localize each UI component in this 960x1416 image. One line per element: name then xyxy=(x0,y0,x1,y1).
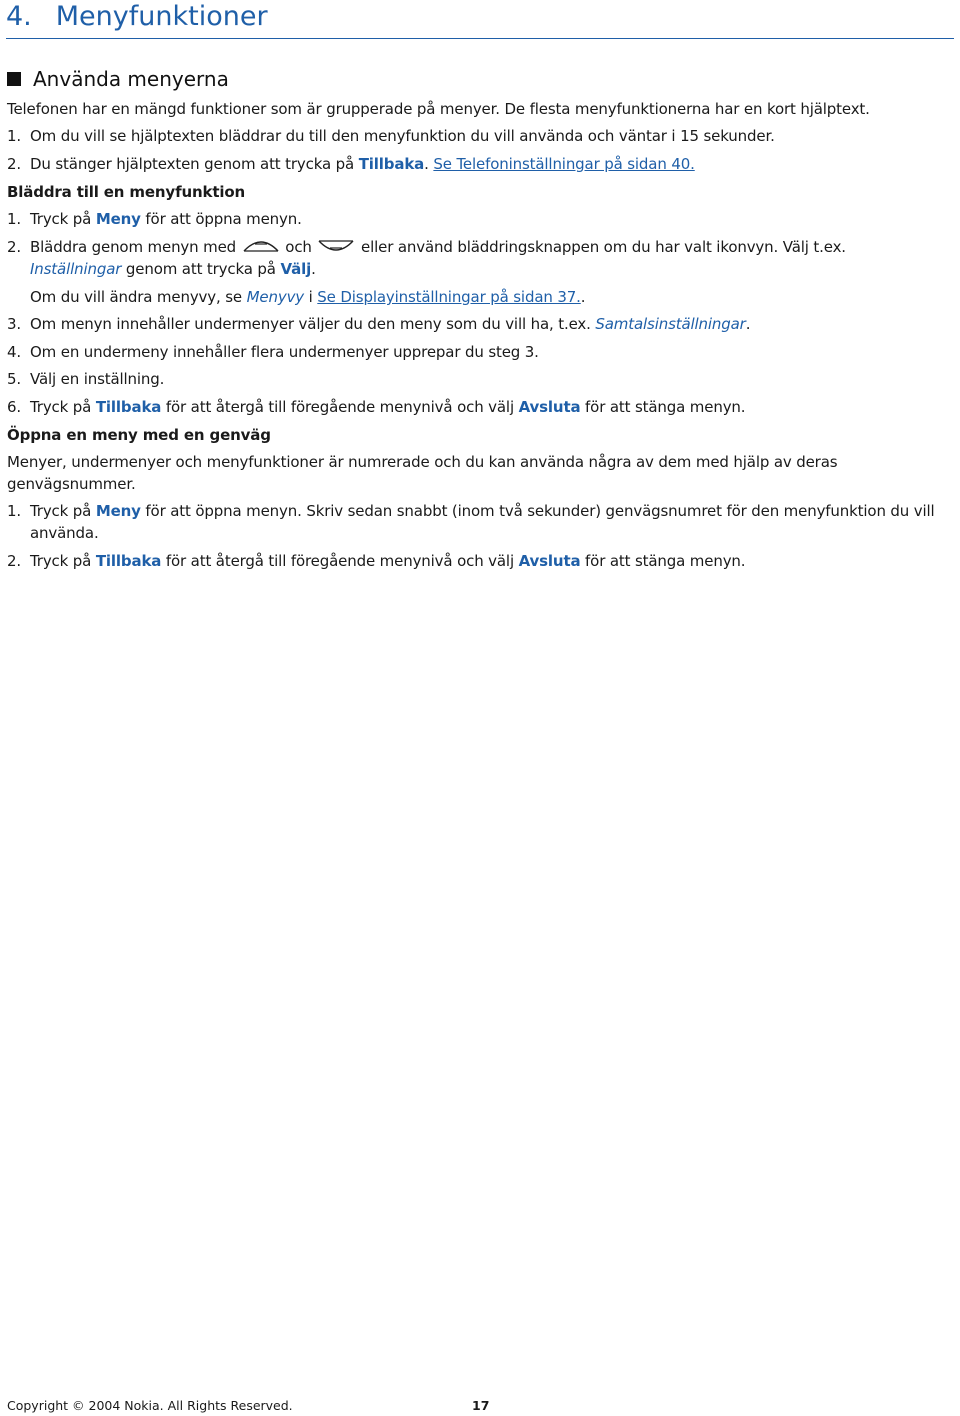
step-number: 1. xyxy=(7,210,22,228)
step-text: för att stänga menyn. xyxy=(580,552,746,570)
footer-copyright: Copyright © 2004 Nokia. All Rights Reserved. xyxy=(7,1398,293,1413)
scroll-step-6 xyxy=(7,396,745,418)
scroll-step-2-note xyxy=(30,286,585,308)
subheading-shortcut: Öppna en meny med en genväg xyxy=(7,426,271,444)
shortcut-step-2 xyxy=(7,550,745,572)
softkey-valj: Välj xyxy=(280,260,312,278)
step-text: Om menyn innehåller undermenyer väljer du den meny som du vill ha, t.ex. xyxy=(30,315,596,333)
menu-item-samtalsinstallningar: Samtalsinställningar xyxy=(595,315,746,333)
note-text: . xyxy=(580,288,586,306)
menu-item-menyvy: Menyvy xyxy=(246,288,305,306)
menu-item-installningar: Inställningar xyxy=(30,260,122,278)
step-text: och xyxy=(280,238,317,256)
shortcut-step-1-continued: använda. xyxy=(30,524,99,542)
scroll-step-1 xyxy=(7,208,302,230)
softkey-meny: Meny xyxy=(95,210,141,228)
step-text: . xyxy=(311,260,316,278)
softkey-avsluta: Avsluta xyxy=(518,552,581,570)
intro-paragraph: Telefonen har en mängd funktioner som är grupperade på menyer. De flesta menyfunktionerna har en kort hjälptext. xyxy=(7,100,870,118)
step-text: för att återgå till föregående menynivå och välj xyxy=(161,552,519,570)
scroll-step-2 xyxy=(7,236,846,258)
scroll-step-4 xyxy=(7,341,539,363)
step-text: för att stänga menyn. xyxy=(580,398,746,416)
step-text: Om en undermeny innehåller flera undermenyer upprepar du steg 3. xyxy=(30,343,539,361)
step-text: Tryck på xyxy=(30,552,96,570)
square-bullet-icon xyxy=(7,72,21,86)
help-step-1 xyxy=(7,125,775,147)
softkey-tillbaka: Tillbaka xyxy=(358,155,425,173)
shortcut-intro-line-1: Menyer, undermenyer och menyfunktioner är numrerade och du kan använda några av dem med hjälp av deras xyxy=(7,453,838,471)
chapter-name: Menyfunktioner xyxy=(55,1,268,32)
subheading-scroll: Bläddra till en menyfunktion xyxy=(7,183,246,201)
section-heading xyxy=(7,66,229,92)
link-displayinstallningar[interactable]: Se Displayinställningar på sidan 37. xyxy=(317,288,581,306)
softkey-avsluta: Avsluta xyxy=(518,398,581,416)
step-text: . xyxy=(424,155,434,173)
step-text: eller använd bläddringsknappen om du har valt ikonvyn. Välj t.ex. xyxy=(356,238,846,256)
step-number: 2. xyxy=(7,238,22,256)
section-title: Använda menyerna xyxy=(33,67,229,91)
chapter-number: 4. xyxy=(6,1,32,32)
step-text: Du stänger hjälptexten genom att trycka på xyxy=(30,155,359,173)
step-number: 2. xyxy=(7,155,22,173)
step-text: Tryck på xyxy=(30,502,96,520)
shortcut-step-1 xyxy=(7,500,935,522)
step-number: 2. xyxy=(7,552,22,570)
step-text: Bläddra genom menyn med xyxy=(30,238,241,256)
chapter-title xyxy=(6,0,268,34)
note-text: i xyxy=(304,288,318,306)
step-number: 5. xyxy=(7,370,22,388)
step-text: för att öppna menyn. Skriv sedan snabbt (inom två sekunder) genvägsnumret för den menyfunktion du vill xyxy=(140,502,935,520)
step-text: Välj en inställning. xyxy=(30,370,165,388)
scroll-step-3 xyxy=(7,313,750,335)
step-number: 1. xyxy=(7,502,22,520)
step-text: för att öppna menyn. xyxy=(140,210,302,228)
help-step-2 xyxy=(7,153,695,175)
page-number: 17 xyxy=(472,1398,490,1413)
step-number: 1. xyxy=(7,127,22,145)
softkey-tillbaka: Tillbaka xyxy=(95,398,162,416)
scroll-step-2-continued xyxy=(30,258,316,280)
step-text: . xyxy=(745,315,751,333)
softkey-meny: Meny xyxy=(95,502,141,520)
step-text: genom att trycka på xyxy=(121,260,281,278)
step-text: Om du vill se hjälptexten bläddrar du till den menyfunktion du vill använda och väntar i 15 sekunder. xyxy=(30,127,775,145)
link-telefoninstallningar[interactable]: Se Telefoninställningar på sidan 40. xyxy=(433,155,695,173)
step-text: Tryck på xyxy=(30,210,96,228)
scroll-up-key-icon xyxy=(241,236,281,256)
note-text: Om du vill ändra menyvy, se xyxy=(30,288,247,306)
step-number: 4. xyxy=(7,343,22,361)
chapter-divider xyxy=(6,38,954,39)
step-text: Tryck på xyxy=(30,398,96,416)
scroll-down-key-icon xyxy=(316,236,356,256)
softkey-tillbaka: Tillbaka xyxy=(95,552,162,570)
step-number: 3. xyxy=(7,315,22,333)
step-text: för att återgå till föregående menynivå och välj xyxy=(161,398,519,416)
step-number: 6. xyxy=(7,398,22,416)
scroll-step-5 xyxy=(7,368,164,390)
shortcut-intro-line-2: genvägsnummer. xyxy=(7,475,136,493)
